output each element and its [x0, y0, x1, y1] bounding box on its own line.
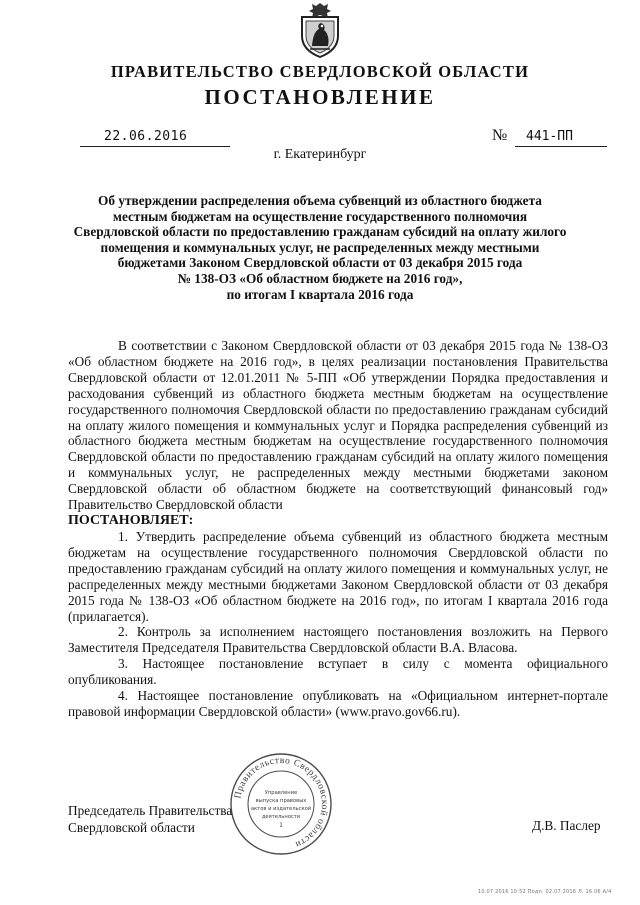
item-paragraph: 3. Настоящее постановление вступает в силу с момента официального опубликования. — [68, 656, 608, 688]
item-paragraph: 1. Утвердить распределение объема субвенций из областного бюджета местным бюджетам на осуществление государственного полномочия Свердловской области по предоставлению гражданам субсидий на оплату жилого помещения и коммунальных услуг, не распределенных между местными бюджетами Законом Свердловской области от 03 декабря 2015 года № 138-ОЗ «Об областном бюджете на 2016 год», по итогам I квартала 2016 года (прилагается). — [68, 528, 608, 624]
coat-of-arms-icon — [297, 2, 343, 58]
item-paragraph: 4. Настоящее постановление опубликовать на «Официальном интернет-портале правовой информации Свердловской области» (www.pravo.gov66.ru). — [68, 688, 608, 719]
heading-line: Свердловской области по предоставлению гражданам субсидий на оплату жилого — [73, 224, 567, 240]
heading-line: Об утверждении распределения объема субвенций из областного бюджета — [98, 193, 542, 208]
heading-line: бюджетами Законом Свердловской области от 03 декабря 2015 года — [117, 255, 523, 271]
scan-footer-mark: 10.07.2016 10:52 Подп. 02.07.2016 Л. 16.06 А/4 — [478, 889, 612, 895]
item-paragraph: 2. Контроль за исполнением настоящего постановления возложить на Первого Заместителя Председателя Правительства Свердловской области В.А. Власова. — [68, 624, 608, 656]
document-number: 441-ПП — [526, 129, 573, 144]
heading-line: № 138-ОЗ «Об областном бюджете на 2016 год», — [177, 270, 463, 286]
document-heading — [70, 193, 570, 302]
preamble-paragraph: В соответствии с Законом Свердловской области от 03 декабря 2015 года № 138-ОЗ «Об областном бюджете на 2016 год», в целях реализации постановления Правительства Свердловской области от 12.01.2011 № 5-ПП «Об утверждении Порядка предоставления и расходования субвенций из областного бюджета местным бюджетам на осуществление государственного полномочия Свердловской области по предоставлению гражданам субсидий на оплату жилого помещения и коммунальных услуг и Порядка распределения субвенций из областного бюджета местным бюджетам на осуществление государственного полномочия Свердловской области по предоставлению гражданам субсидий на оплату жилого помещения и коммунальных услуг, не распределенных между местными бюджетами законом Свердловской области об областном бюджете на соответствующий финансовый год» Правительство Свердловской области — [68, 338, 608, 513]
organization-title: ПРАВИТЕЛЬСТВО СВЕРДЛОВСКОЙ ОБЛАСТИ — [110, 62, 530, 81]
heading-line: местным бюджетам на осуществление государственного полномочия — [112, 208, 528, 224]
signer-name: Д.В. Паслер — [532, 818, 601, 833]
stamp-inner-text: деятельности — [261, 814, 301, 820]
resolves-heading: ПОСТАНОВЛЯЕТ: — [68, 512, 194, 528]
document-date: 22.06.2016 — [104, 129, 188, 144]
official-stamp-icon — [228, 751, 334, 857]
signer-position-line: Председатель Правительства — [68, 803, 233, 818]
stamp-inner-number: 1 — [279, 822, 283, 829]
signer-position — [68, 802, 232, 836]
signer-position-line: Свердловской области — [68, 820, 195, 835]
document-type: ПОСТАНОВЛЕНИЕ — [204, 85, 436, 109]
heading-line: помещения и коммунальных услуг, не распределенных между местными — [100, 239, 540, 255]
city: г. Екатеринбург — [273, 147, 367, 162]
stamp-ring-text: Правительство Свердловской области — [233, 755, 330, 850]
stamp-inner-text: выпуска правовых — [255, 798, 307, 804]
stamp-inner-text: актов и издательской — [250, 806, 312, 812]
document-body — [68, 338, 608, 720]
number-sign: № — [492, 127, 508, 144]
stamp-inner-text: Управление — [264, 790, 298, 796]
heading-line: по итогам I квартала 2016 года — [226, 286, 414, 302]
